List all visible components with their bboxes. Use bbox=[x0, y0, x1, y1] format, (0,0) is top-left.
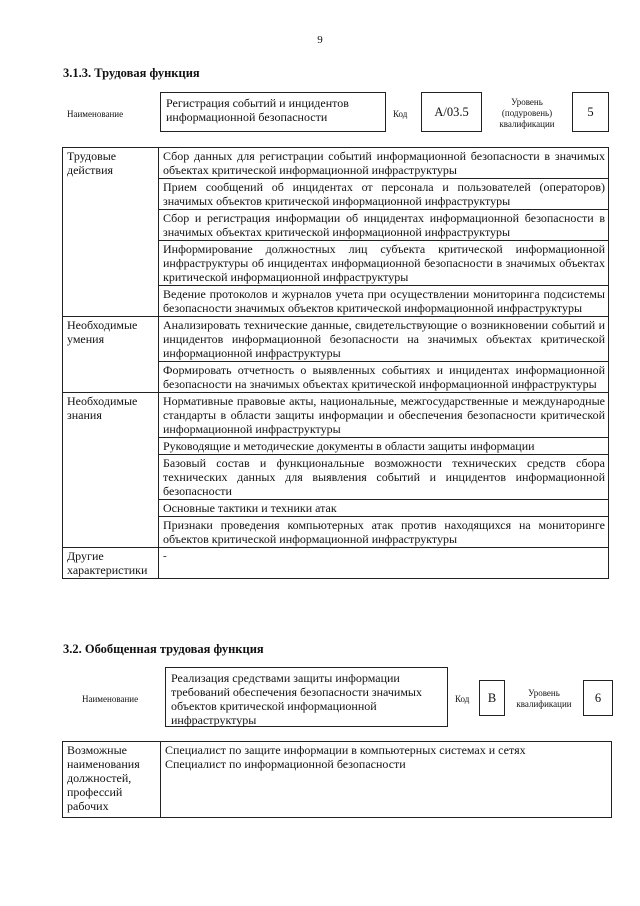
function-name-value: Регистрация событий и инцидентов информационной безопасности bbox=[166, 96, 349, 124]
labor-action-item: Ведение протоколов и журналов учета при осуществлении мониторинга подсистемы безопасности значимых объектов критической информационной инфраструктуры bbox=[159, 286, 609, 317]
table-row bbox=[63, 148, 609, 179]
position-item: Специалист по защите информации в компьютерных системах и сетях bbox=[165, 743, 526, 757]
level-label: Уровень квалификации bbox=[516, 688, 572, 709]
generalized-code-value: B bbox=[487, 691, 497, 705]
section-heading-generalized-function: 3.2. Обобщенная трудовая функция bbox=[63, 642, 264, 656]
labor-action-item: Прием сообщений об инцидентах от персонала и пользователей (операторов) значимых объектов критической информационной инфраструктуры bbox=[159, 179, 609, 210]
position-item: Специалист по информационной безопасности bbox=[165, 757, 406, 771]
function-name-box bbox=[160, 92, 386, 132]
level-value: 5 bbox=[587, 105, 594, 119]
function-code-box bbox=[421, 92, 482, 132]
page-number: 9 bbox=[317, 34, 323, 46]
code-label: Код bbox=[393, 109, 408, 119]
table-row bbox=[63, 742, 612, 818]
row-header-required-knowledge: Необходимые знания bbox=[63, 393, 159, 548]
table-row bbox=[63, 548, 609, 579]
function-code-value: A/03.5 bbox=[434, 105, 469, 119]
labor-function-table bbox=[62, 147, 609, 579]
table-row bbox=[63, 393, 609, 438]
level-box bbox=[572, 92, 609, 132]
labor-action-item: Сбор и регистрация информации об инцидентах информационной безопасности в значимых объектах критической информационной инфраструктуры bbox=[159, 210, 609, 241]
positions-table bbox=[62, 741, 612, 818]
generalized-level-box bbox=[583, 680, 613, 716]
generalized-name-box bbox=[165, 667, 448, 727]
labor-action-item: Информирование должностных лиц субъекта критической информационной инфраструктуры об инцидентах информационной безопасности в значимых объектах критической информационной инфраструктуры bbox=[159, 241, 609, 286]
generalized-code-box bbox=[479, 680, 505, 716]
other-characteristics-value: - bbox=[159, 548, 609, 579]
skill-item: Формировать отчетность о выявленных событиях и инцидентах информационной безопасности на значимых объектах критической информационной инфраструктуры bbox=[159, 362, 609, 393]
positions-list bbox=[161, 742, 612, 818]
name-label: Наименование bbox=[67, 109, 124, 119]
knowledge-item: Руководящие и методические документы в области защиты информации bbox=[159, 438, 609, 455]
row-header-other-characteristics: Другие характеристики bbox=[63, 548, 159, 579]
section-heading-labor-function: 3.1.3. Трудовая функция bbox=[63, 66, 200, 80]
skill-item: Анализировать технические данные, свидетельствующие о возникновении событий и инцидентов информационной безопасности на значимых объектах критической информационной инфраструктуры bbox=[159, 317, 609, 362]
generalized-level-value: 6 bbox=[594, 691, 602, 705]
row-header-labor-actions: Трудовые действия bbox=[63, 148, 159, 317]
generalized-name-value: Реализация средствами защиты информации требований обеспечения безопасности значимых объектов критической информационной инфраструктуры bbox=[171, 671, 422, 727]
labor-action-item: Сбор данных для регистрации событий информационной безопасности в значимых объектах критической информационной инфраструктуры bbox=[159, 148, 609, 179]
row-header-positions: Возможные наименования должностей, профессий рабочих bbox=[63, 742, 161, 818]
name-label: Наименование bbox=[82, 694, 139, 704]
knowledge-item: Признаки проведения компьютерных атак против находящихся на мониторинге объектов критической информационной инфраструктуры bbox=[159, 517, 609, 548]
table-row bbox=[63, 317, 609, 362]
knowledge-item: Основные тактики и техники атак bbox=[159, 500, 609, 517]
knowledge-item: Нормативные правовые акты, национальные, межгосударственные и международные стандарты в области защиты информации и обеспечения безопасности критической информационной инфраструктуры bbox=[159, 393, 609, 438]
knowledge-item: Базовый состав и функциональные возможности технических средств сбора технических данных для выявления событий и инцидентов информационной безопасности bbox=[159, 455, 609, 500]
level-label: Уровень (подуровень) квалификации bbox=[499, 97, 555, 129]
code-label: Код bbox=[455, 694, 470, 704]
row-header-required-skills: Необходимые умения bbox=[63, 317, 159, 393]
